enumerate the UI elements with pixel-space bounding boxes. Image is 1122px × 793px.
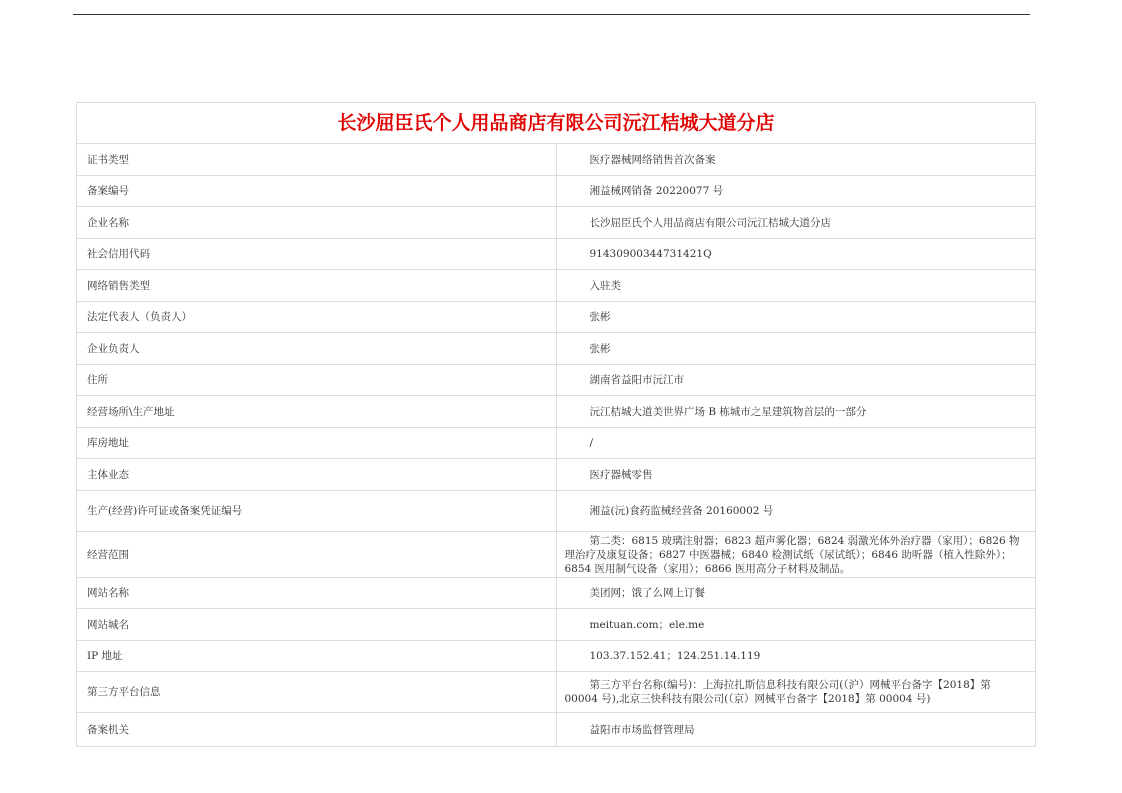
row-label: 证书类型: [77, 144, 557, 176]
row-value: meituan.com；ele.me: [556, 609, 1036, 641]
table-row: [77, 333, 1036, 365]
row-label: 网站名称: [77, 578, 557, 609]
row-label: 库房地址: [77, 428, 557, 459]
row-label: 备案机关: [77, 713, 557, 747]
business-scope-text: 第二类：6815 玻璃注射器；6823 超声雾化器；6824 弱激光体外治疗器（家用）；6826 物理治疗及康复设备；6827 中医器械；6840 检测试纸（尿试纸）；6846 助听器（植入性除外）；6854 医用制气设备（家用）；6866 医用高分子材料及制品。: [564, 534, 1020, 575]
table-row: [77, 239, 1036, 270]
row-label: 第三方平台信息: [77, 672, 557, 713]
row-value: /: [556, 428, 1036, 459]
row-label: 生产(经营)许可证或备案凭证编号: [77, 491, 557, 532]
header-rule: [73, 14, 1030, 15]
table-row: [77, 144, 1036, 176]
title-row: [77, 103, 1036, 144]
row-value: 入驻类: [556, 270, 1036, 302]
row-value: 益阳市市场监督管理局: [556, 713, 1036, 747]
row-value: 美团网；饿了么网上订餐: [556, 578, 1036, 609]
row-value: 沅江桔城大道美世界广场 B 栋城市之星建筑物首层的一部分: [556, 396, 1036, 428]
row-label: 社会信用代码: [77, 239, 557, 270]
table-row: [77, 578, 1036, 609]
table-row: [77, 713, 1036, 747]
row-value: 张彬: [556, 333, 1036, 365]
platform-info-text: 第三方平台名称(编号)：上海拉扎斯信息科技有限公司(（沪）网械平台备字【2018】第 00004 号),北京三快科技有限公司(（京）网械平台备字【2018】第 00004 号): [564, 679, 991, 705]
table-row: [77, 428, 1036, 459]
company-title: 长沙屈臣氏个人用品商店有限公司沅江桔城大道分店: [77, 103, 1036, 144]
row-value: 91430900344731421Q: [556, 239, 1036, 270]
row-value: 张彬: [556, 302, 1036, 333]
table-row: [77, 365, 1036, 396]
table-row: [77, 672, 1036, 713]
table-row: [77, 641, 1036, 672]
row-label: 网站城名: [77, 609, 557, 641]
row-label: 网络销售类型: [77, 270, 557, 302]
row-value: 医疗器械零售: [556, 459, 1036, 491]
row-value: 长沙屈臣氏个人用品商店有限公司沅江桔城大道分店: [556, 207, 1036, 239]
row-value: 103.37.152.41；124.251.14.119: [556, 641, 1036, 672]
table-row: [77, 302, 1036, 333]
row-label: 经营范围: [77, 532, 557, 578]
row-label: 经营场所\生产地址: [77, 396, 557, 428]
table-row: [77, 176, 1036, 207]
record-table: [76, 102, 1036, 747]
row-label: 住所: [77, 365, 557, 396]
row-value: 湘益(沅)食药监械经营备 20160002 号: [556, 491, 1036, 532]
row-value: [556, 672, 1036, 713]
row-label: 备案编号: [77, 176, 557, 207]
row-value: 湖南省益阳市沅江市: [556, 365, 1036, 396]
row-value: 湘益械网销备 20220077 号: [556, 176, 1036, 207]
row-value: [556, 532, 1036, 578]
table-row: [77, 396, 1036, 428]
row-value: 医疗器械网络销售首次备案: [556, 144, 1036, 176]
row-label: 法定代表人（负责人）: [77, 302, 557, 333]
row-label: 主体业态: [77, 459, 557, 491]
row-label: 企业名称: [77, 207, 557, 239]
table-row: [77, 532, 1036, 578]
table-row: [77, 270, 1036, 302]
row-label: IP 地址: [77, 641, 557, 672]
table-row: [77, 459, 1036, 491]
row-label: 企业负责人: [77, 333, 557, 365]
table-row: [77, 491, 1036, 532]
table-row: [77, 609, 1036, 641]
table-row: [77, 207, 1036, 239]
